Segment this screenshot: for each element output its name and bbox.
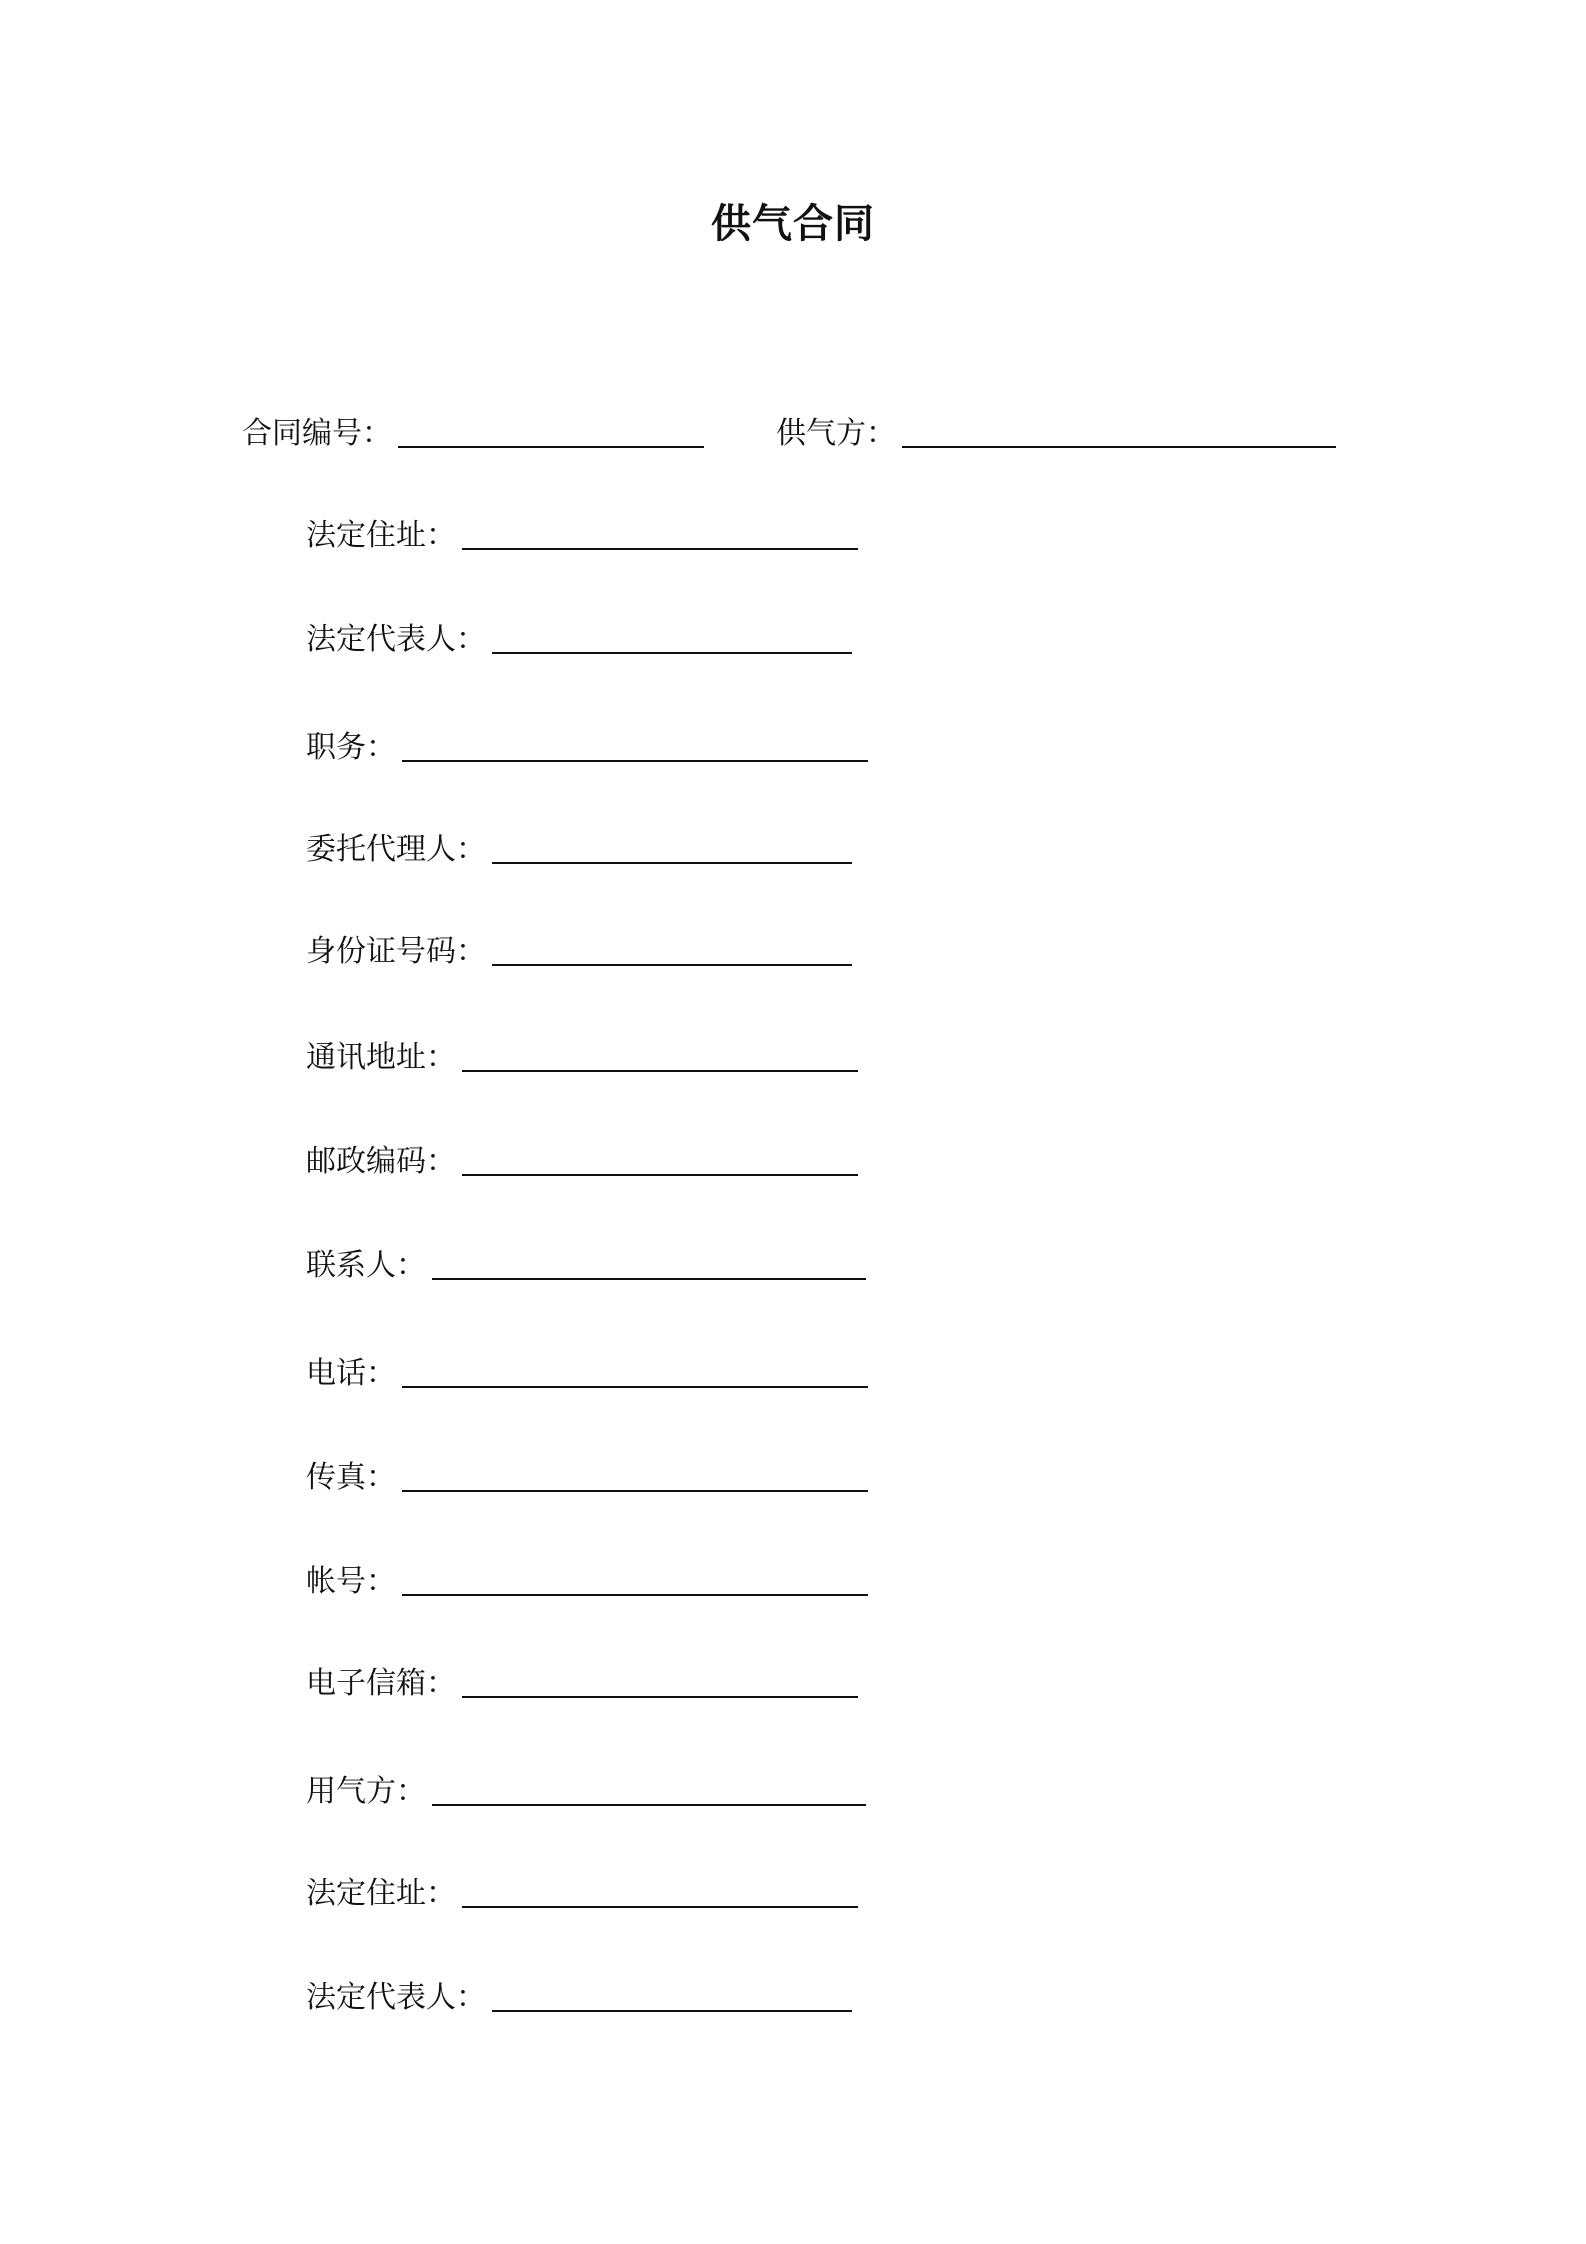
- field-label: 法定住址：: [306, 518, 456, 553]
- field-label: 电话：: [306, 1356, 396, 1391]
- field-blank[interactable]: [462, 1880, 858, 1908]
- form-field-account-number: [306, 1560, 868, 1604]
- supplier-field: [776, 412, 1336, 456]
- field-label: 委托代理人：: [306, 832, 486, 867]
- form-field-authorized-agent: [306, 828, 852, 872]
- field-blank[interactable]: [462, 1148, 858, 1176]
- field-blank[interactable]: [402, 1464, 868, 1492]
- field-label: 邮政编码：: [306, 1144, 456, 1179]
- field-blank[interactable]: [462, 522, 858, 550]
- field-blank[interactable]: [402, 734, 868, 762]
- field-blank[interactable]: [462, 1670, 858, 1698]
- form-field-contact-person: [306, 1244, 866, 1288]
- field-label: 用气方：: [306, 1774, 426, 1809]
- contract-number-field: [242, 412, 704, 456]
- form-field-email: [306, 1662, 858, 1706]
- form-field-gas-user: [306, 1770, 866, 1814]
- field-label: 身份证号码：: [306, 934, 486, 969]
- field-label: 法定住址：: [306, 1876, 456, 1911]
- contract-number-label: 合同编号：: [242, 416, 392, 451]
- field-blank[interactable]: [402, 1568, 868, 1596]
- field-blank[interactable]: [402, 1360, 868, 1388]
- field-blank[interactable]: [492, 626, 852, 654]
- form-field-mailing-address: [306, 1036, 858, 1080]
- field-label: 职务：: [306, 730, 396, 765]
- supplier-label: 供气方：: [776, 416, 896, 451]
- form-field-id-number: [306, 930, 852, 974]
- form-field-postal-code: [306, 1140, 858, 1184]
- field-blank[interactable]: [432, 1778, 866, 1806]
- field-blank[interactable]: [492, 938, 852, 966]
- field-label: 传真：: [306, 1460, 396, 1495]
- field-blank[interactable]: [432, 1252, 866, 1280]
- field-label: 联系人：: [306, 1248, 426, 1283]
- field-blank[interactable]: [492, 1984, 852, 2012]
- document-title: 供气合同: [711, 201, 875, 247]
- supplier-blank[interactable]: [902, 420, 1336, 448]
- form-field-legal-representative: [306, 618, 852, 662]
- contract-number-blank[interactable]: [398, 420, 704, 448]
- field-label: 帐号：: [306, 1564, 396, 1599]
- field-label: 法定代表人：: [306, 622, 486, 657]
- form-field-legal-address: [306, 514, 858, 558]
- field-label: 法定代表人：: [306, 1980, 486, 2015]
- form-field-position: [306, 726, 868, 770]
- form-field-fax: [306, 1456, 868, 1500]
- form-field-legal-address-user: [306, 1872, 858, 1916]
- field-label: 电子信箱：: [306, 1666, 456, 1701]
- field-blank[interactable]: [462, 1044, 858, 1072]
- form-field-phone: [306, 1352, 868, 1396]
- field-blank[interactable]: [492, 836, 852, 864]
- field-label: 通讯地址：: [306, 1040, 456, 1075]
- form-field-legal-representative-user: [306, 1976, 852, 2020]
